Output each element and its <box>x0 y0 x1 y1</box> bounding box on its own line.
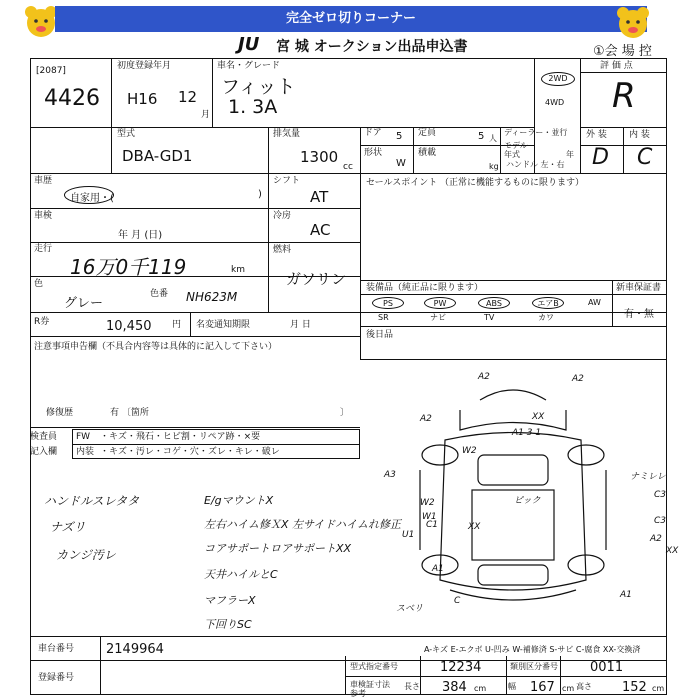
type-no-value: 12234 <box>440 660 482 675</box>
color-code-value: NH623M <box>186 290 238 304</box>
damage-mark: XX <box>532 412 545 422</box>
dims-width-value: 167 <box>530 680 555 695</box>
class-no-label: 類別区分番号 <box>510 662 558 671</box>
hand-note: 左右ハイム修ＸX 左サイドハイムれ修正 <box>204 518 402 531</box>
grade-value: R <box>612 76 636 116</box>
equipment-item-secondary: TV <box>484 313 495 322</box>
dims-length-label: 長さ <box>404 682 420 691</box>
interior-label: 内 装 <box>629 130 650 140</box>
dims-height-unit: cm <box>652 684 665 693</box>
banner-title: 完全ゼロ切りコーナー <box>55 6 647 32</box>
chassis-label: 車台番号 <box>38 644 75 654</box>
hand-note: ナズリ <box>50 520 86 534</box>
color-code-label: 色番 <box>150 289 169 299</box>
shift-value: AT <box>310 188 329 206</box>
fuel-label: 燃料 <box>273 245 292 255</box>
displacement-label: 排気量 <box>273 129 301 139</box>
drive-2wd: 2WD <box>541 72 575 86</box>
venue-copy: ①会 場 控 <box>593 44 652 59</box>
reg-no-label: 登録番号 <box>38 673 75 683</box>
first-reg-month: 12 <box>178 88 198 106</box>
equipment-item: エアB <box>532 297 564 309</box>
load-unit: kg <box>489 162 499 171</box>
mascot-bear-right-icon <box>614 4 652 42</box>
grade-label: 評 価 点 <box>600 61 633 71</box>
dims-length-unit: cm <box>474 684 487 693</box>
repair-label: 修復歴 <box>46 408 74 418</box>
type-no-label: 型式指定番号 <box>350 662 398 671</box>
hand-note: E/gマウントX <box>204 494 274 507</box>
equipment-item-secondary: ナビ <box>430 313 446 322</box>
damage-mark: W2 <box>462 446 477 456</box>
damage-mark: ピック <box>514 496 541 506</box>
car-damage-diagram <box>360 360 666 622</box>
dims-width-unit: cm <box>562 684 575 693</box>
sales-point-label: セールスポイント （正常に機能するものに限ります） <box>366 178 585 188</box>
doors-label: ドア <box>364 128 382 138</box>
displacement-unit: cc <box>343 162 353 172</box>
doors-value: 5 <box>396 131 403 142</box>
damage-legend: A-キズ E-エクボ U-凹み W-補修済 S-サビ C-腐食 XX-交換済 <box>424 645 641 654</box>
history-close: ) <box>258 189 262 200</box>
lot-number: 4426 <box>44 86 100 111</box>
warranty-label: 新車保証書 <box>616 283 662 293</box>
inspection-value: 年 月 (日) <box>118 230 163 241</box>
first-reg-era: H16 <box>127 90 158 108</box>
inspector-label: 検査員 <box>30 432 58 442</box>
equipment-label: 装備品（純正品に限ります） <box>366 283 484 293</box>
name-change-value: 月 日 <box>290 320 311 330</box>
form-title: 宮 城 オークション出品申込書 <box>276 39 468 55</box>
inspection-label: 車検 <box>34 211 53 221</box>
interior-items: ・キズ・汚レ・コゲ・穴・ズレ・キレ・破レ <box>100 447 280 457</box>
warranty-value: 有・無 <box>624 309 654 320</box>
interior-value: C <box>637 145 653 170</box>
interior-head: 内装 <box>76 447 95 457</box>
damage-mark: C3 <box>654 490 667 500</box>
color-label: 色 <box>34 279 44 289</box>
equipment-item-secondary: SR <box>378 313 389 322</box>
shape-value: W <box>396 158 406 169</box>
model-value: DBA-GD1 <box>122 147 193 165</box>
history-label: 車歴 <box>34 176 53 186</box>
car-label: 車名・グレード <box>217 61 281 71</box>
dims-label: 車検証寸法 参考 <box>350 680 390 698</box>
mileage-unit: km <box>231 265 245 275</box>
car-name: フィット <box>221 76 296 98</box>
damage-mark: スベリ <box>396 604 424 614</box>
exterior-label: 外 装 <box>586 130 607 140</box>
drive-4wd: 4WD <box>545 98 565 107</box>
repair-close: 〕 <box>340 408 350 418</box>
shift-label: シフト <box>273 176 301 186</box>
equipment-item: ABS <box>478 297 510 309</box>
color-value: グレー <box>64 296 104 311</box>
hand-note: ハンドルスレタタ <box>44 494 140 508</box>
damage-mark: XX <box>468 522 481 532</box>
first-reg-label: 初度登録年月 <box>117 61 172 71</box>
mileage-value: 16万0千119 <box>70 255 187 279</box>
exterior-value: D <box>592 145 609 170</box>
accessory-label: 後日品 <box>366 330 394 340</box>
aircon-value: AC <box>310 221 331 239</box>
handle-label: ハンドル 左・右 <box>506 160 565 169</box>
capacity-label: 定員 <box>418 128 437 138</box>
first-reg-month-unit: 月 <box>201 110 211 120</box>
mileage-label: 走行 <box>34 244 53 254</box>
dims-length-value: 384 <box>442 680 467 695</box>
recycle-label: R券 <box>34 317 50 327</box>
dealer-label: ディーラー・並行 <box>504 128 568 137</box>
damage-mark: A1 3 1 <box>512 428 542 438</box>
recorder-label: 記入欄 <box>30 447 58 457</box>
repair-value: 有 〔箇所 <box>110 408 149 418</box>
aircon-label: 冷房 <box>273 211 292 221</box>
damage-mark: A3 <box>384 470 396 480</box>
model-year-unit: 年 <box>566 150 574 159</box>
model-year-label: モデル 年式 <box>504 141 528 159</box>
damage-mark: C3 <box>654 516 667 526</box>
fuel-value: ガソリン <box>286 270 347 288</box>
capacity-unit: 人 <box>489 134 497 143</box>
load-label: 積載 <box>418 148 437 158</box>
fw-items: ・キズ・飛石・ヒビ割・リペア跡・×要 <box>100 432 261 442</box>
damage-mark: A1 <box>620 590 632 600</box>
hand-note: コアサポートロアサポートXX <box>204 542 352 555</box>
chassis-value: 2149964 <box>106 642 164 657</box>
equipment-item-secondary: カワ <box>538 313 554 322</box>
fw-head: FW <box>76 432 91 442</box>
damage-mark: ナミレレ <box>630 472 666 482</box>
damage-mark: A2 <box>650 534 662 544</box>
damage-mark: C1 <box>426 520 439 530</box>
damage-mark: XX <box>666 546 679 556</box>
damage-mark: A2 <box>572 374 584 384</box>
damage-mark: A2 <box>420 414 432 424</box>
damage-mark: U1 <box>402 530 415 540</box>
damage-mark: W1 <box>422 512 437 522</box>
hand-note: マフラーX <box>204 594 256 607</box>
damage-mark: A2 <box>478 372 490 382</box>
damage-mark: A1 <box>432 564 444 574</box>
notes-label: 注意事項申告欄（不具合内容等は具体的に記入して下さい） <box>34 342 278 352</box>
capacity-value: 5 <box>478 131 485 142</box>
displacement-value: 1300 <box>300 148 339 166</box>
history-value: 自家用・( <box>70 193 114 204</box>
shape-label: 形状 <box>364 148 383 158</box>
equipment-item: AW <box>588 298 601 307</box>
dims-height-value: 152 <box>622 680 647 695</box>
dims-width-label: 幅 <box>508 682 516 691</box>
lot-code: [2087] <box>36 66 66 76</box>
car-grade: 1. 3A <box>228 96 278 118</box>
hand-note: 天井ハイルとC <box>204 568 278 581</box>
class-no-value: 0011 <box>590 660 624 675</box>
recycle-unit: 円 <box>172 320 182 330</box>
dims-height-label: 高さ <box>576 682 592 691</box>
damage-mark: C <box>454 596 461 606</box>
equipment-item: PS <box>372 297 404 309</box>
hand-note: 下回りSC <box>204 618 252 631</box>
ju-logo: JU <box>238 34 260 55</box>
hand-note: カンジ汚レ <box>56 548 116 562</box>
name-change-label: 名変通知期限 <box>196 320 251 330</box>
damage-mark: W2 <box>420 498 435 508</box>
recycle-value: 10,450 <box>106 319 152 334</box>
equipment-item: PW <box>424 297 456 309</box>
model-label: 型式 <box>117 129 136 139</box>
